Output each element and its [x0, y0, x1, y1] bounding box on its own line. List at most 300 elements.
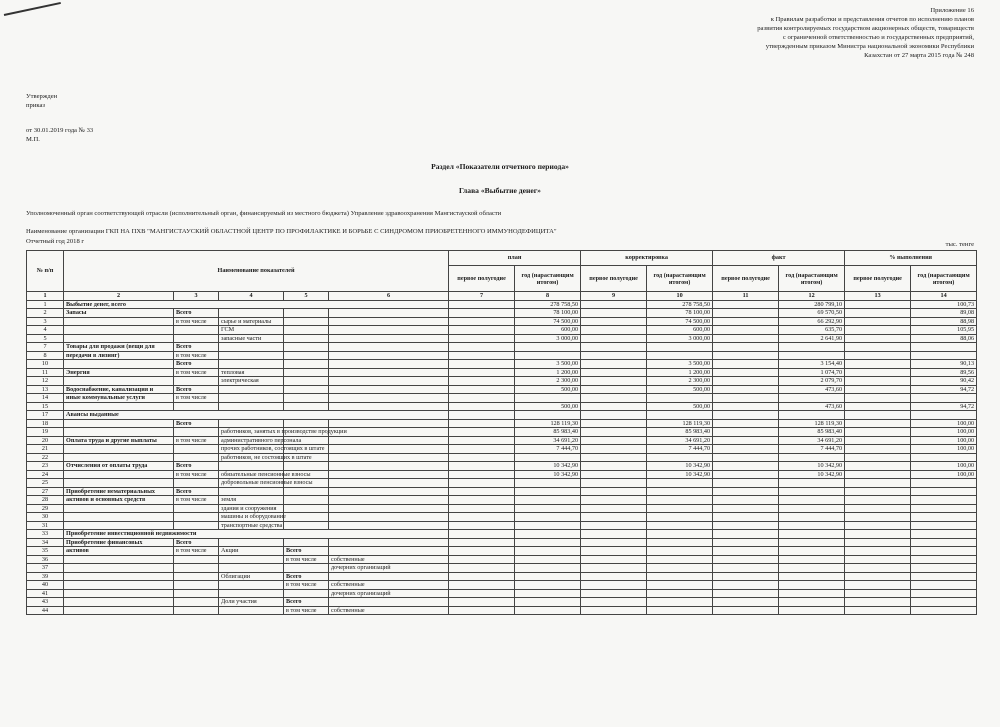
plan-half-cell	[449, 309, 515, 318]
row-number-cell: 44	[27, 606, 64, 615]
plan-half-cell	[449, 581, 515, 590]
correction-half-cell	[581, 334, 647, 343]
correction-half-cell	[581, 343, 647, 352]
indicator-detail-cell: тепловая	[219, 368, 284, 377]
approval-block	[26, 92, 93, 144]
indicator-subdetail-cell: в том числе	[284, 606, 329, 615]
percent-year-cell	[911, 504, 977, 513]
percent-half-cell	[845, 606, 911, 615]
correction-year-cell: 278 758,50	[647, 300, 713, 309]
plan-half-cell	[449, 513, 515, 522]
indicator-subdetail-cell: в том числе	[284, 581, 329, 590]
table-row	[27, 598, 977, 607]
plan-half-cell	[449, 564, 515, 573]
fact-half-cell	[713, 598, 779, 607]
percent-year-cell: 100,00	[911, 419, 977, 428]
percent-half-cell	[845, 351, 911, 360]
indicator-name-cell	[64, 479, 174, 488]
row-number-cell: 19	[27, 428, 64, 437]
column-number: 3	[174, 292, 219, 301]
percent-year-cell	[911, 538, 977, 547]
plan-half-cell	[449, 411, 515, 420]
indicator-leaf-cell	[329, 598, 449, 607]
indicator-name-cell: Отчисления от оплаты труда	[64, 462, 174, 471]
indicator-leaf-cell: дочерних организаций	[329, 564, 449, 573]
plan-year-cell	[515, 555, 581, 564]
table-row	[27, 368, 977, 377]
indicator-name-cell: иные коммунальные услуги	[64, 394, 174, 403]
fact-half-cell	[713, 589, 779, 598]
appendix-line: к Правилам разработки и представления отчетов по исполнению планов	[770, 16, 974, 23]
column-number: 7	[449, 292, 515, 301]
row-number-cell: 36	[27, 555, 64, 564]
row-number-cell: 11	[27, 368, 64, 377]
plan-year-cell: 10 342,90	[515, 462, 581, 471]
fact-half-cell	[713, 436, 779, 445]
indicator-name-cell	[64, 572, 174, 581]
indicator-subdetail-cell	[284, 309, 329, 318]
correction-half-cell	[581, 419, 647, 428]
percent-year-cell	[911, 513, 977, 522]
fact-half-cell	[713, 462, 779, 471]
plan-half-cell	[449, 317, 515, 326]
indicator-leaf-cell	[329, 334, 449, 343]
plan-half-cell	[449, 530, 515, 539]
appendix-line: развития контролируемых государством акционерных обществ, товариществ	[757, 25, 974, 32]
fact-half-cell	[713, 606, 779, 615]
percent-year-cell	[911, 479, 977, 488]
fact-half-cell	[713, 317, 779, 326]
plan-year-cell: 600,00	[515, 326, 581, 335]
correction-year-cell: 500,00	[647, 402, 713, 411]
fact-half-cell	[713, 300, 779, 309]
column-number: 10	[647, 292, 713, 301]
fact-year-cell: 128 119,30	[779, 419, 845, 428]
plan-year-cell	[515, 394, 581, 403]
correction-half-cell	[581, 411, 647, 420]
plan-year-cell	[515, 572, 581, 581]
percent-year-cell: 89,08	[911, 309, 977, 318]
table-row	[27, 419, 977, 428]
table-row	[27, 317, 977, 326]
correction-year-cell	[647, 530, 713, 539]
indicator-sub-cell: в том числе	[174, 317, 219, 326]
row-number-cell: 8	[27, 351, 64, 360]
row-number-cell: 2	[27, 309, 64, 318]
plan-half-cell	[449, 589, 515, 598]
indicator-leaf-cell	[329, 394, 449, 403]
table-row	[27, 479, 977, 488]
indicator-leaf-cell: собственные	[329, 606, 449, 615]
fact-year-cell	[779, 504, 845, 513]
plan-half-cell	[449, 402, 515, 411]
indicator-subdetail-cell	[284, 462, 329, 471]
fact-year-cell	[779, 487, 845, 496]
column-number: 1	[27, 292, 64, 301]
correction-year-cell	[647, 411, 713, 420]
fact-half-cell	[713, 513, 779, 522]
row-number-cell: 40	[27, 581, 64, 590]
indicator-subdetail-cell	[284, 419, 329, 428]
row-number-cell: 34	[27, 538, 64, 547]
correction-half-cell	[581, 317, 647, 326]
column-number: 14	[911, 292, 977, 301]
indicator-detail-cell: ГСМ	[219, 326, 284, 335]
row-number-cell: 14	[27, 394, 64, 403]
indicator-detail-cell	[219, 385, 284, 394]
percent-year-cell	[911, 547, 977, 556]
indicator-sub-cell	[174, 521, 219, 530]
indicator-name-cell	[64, 504, 174, 513]
plan-year-cell: 500,00	[515, 385, 581, 394]
fact-year-cell: 2 079,70	[779, 377, 845, 386]
fact-half-cell	[713, 419, 779, 428]
table-row	[27, 326, 977, 335]
correction-half-cell	[581, 300, 647, 309]
percent-year-cell	[911, 598, 977, 607]
percent-half-cell	[845, 300, 911, 309]
appendix-line: Казахстан от 27 марта 2015 года № 248	[864, 52, 974, 59]
approval-date: от 30.01.2019 года № 33	[26, 127, 94, 134]
indicator-name-cell: Запасы	[64, 309, 174, 318]
indicator-detail-cell: машины и оборудование	[219, 513, 284, 522]
indicator-name-cell: Товары для продажи (вещи для	[64, 343, 174, 352]
indicator-sub-cell	[174, 445, 219, 454]
percent-half-cell	[845, 530, 911, 539]
percent-half-cell	[845, 343, 911, 352]
row-number-cell: 37	[27, 564, 64, 573]
percent-year-cell	[911, 487, 977, 496]
percent-year-cell	[911, 521, 977, 530]
row-number-cell: 43	[27, 598, 64, 607]
table-row	[27, 555, 977, 564]
correction-half-cell	[581, 360, 647, 369]
reporting-year: Отчетный год 2018 г	[26, 238, 85, 245]
header-no: № п/п	[27, 251, 64, 292]
indicator-name-cell: Выбытие денег, всего	[64, 300, 449, 309]
plan-half-cell	[449, 487, 515, 496]
correction-half-cell	[581, 394, 647, 403]
indicator-sub-cell	[174, 555, 219, 564]
plan-year-cell	[515, 606, 581, 615]
indicator-subdetail-cell	[284, 538, 329, 547]
plan-half-cell	[449, 462, 515, 471]
row-number-cell: 30	[27, 513, 64, 522]
percent-half-cell	[845, 377, 911, 386]
fact-year-cell	[779, 547, 845, 556]
fact-half-cell	[713, 309, 779, 318]
indicator-subdetail-cell	[284, 564, 329, 573]
correction-half-cell	[581, 445, 647, 454]
correction-year-cell: 600,00	[647, 326, 713, 335]
indicator-name-cell	[64, 445, 174, 454]
indicator-leaf-cell	[329, 445, 449, 454]
unit-label: тыс. тенге	[945, 241, 974, 248]
indicator-name-cell	[64, 326, 174, 335]
indicator-detail-cell: работников, занятых в производстве продукции	[219, 428, 284, 437]
fact-year-cell: 473,60	[779, 385, 845, 394]
row-number-cell: 23	[27, 462, 64, 471]
percent-year-cell: 89,56	[911, 368, 977, 377]
correction-half-cell	[581, 598, 647, 607]
plan-year-cell	[515, 564, 581, 573]
indicator-name-cell	[64, 581, 174, 590]
indicator-detail-cell	[219, 487, 284, 496]
correction-half-cell	[581, 530, 647, 539]
correction-year-cell	[647, 487, 713, 496]
indicator-subdetail-cell: Всего	[284, 547, 329, 556]
table-row	[27, 564, 977, 573]
correction-year-cell	[647, 496, 713, 505]
percent-half-cell	[845, 309, 911, 318]
correction-year-cell	[647, 572, 713, 581]
table-row	[27, 487, 977, 496]
correction-half-cell	[581, 564, 647, 573]
indicator-sub-cell: в том числе	[174, 351, 219, 360]
plan-half-cell	[449, 394, 515, 403]
table-row	[27, 445, 977, 454]
row-number-cell: 22	[27, 453, 64, 462]
fact-half-cell	[713, 394, 779, 403]
appendix-line: Приложение 16	[930, 7, 974, 14]
header-correction-half: первое полугодие	[581, 266, 647, 292]
fact-year-cell: 3 154,40	[779, 360, 845, 369]
plan-year-cell	[515, 504, 581, 513]
plan-half-cell	[449, 300, 515, 309]
fact-half-cell	[713, 564, 779, 573]
fact-year-cell: 34 691,20	[779, 436, 845, 445]
fact-half-cell	[713, 470, 779, 479]
indicator-detail-cell	[219, 606, 284, 615]
indicator-name-cell: Оплата труда и другие выплаты	[64, 436, 174, 445]
plan-year-cell	[515, 589, 581, 598]
row-number-cell: 25	[27, 479, 64, 488]
fact-year-cell	[779, 351, 845, 360]
chapter-title: Глава «Выбытие денег»	[459, 186, 541, 195]
indicator-detail-cell: земля	[219, 496, 284, 505]
fact-year-cell: 66 292,90	[779, 317, 845, 326]
indicator-leaf-cell: дочерних организаций	[329, 589, 449, 598]
indicator-subdetail-cell: в том числе	[284, 555, 329, 564]
row-number-cell: 24	[27, 470, 64, 479]
indicator-name-cell	[64, 513, 174, 522]
indicator-sub-cell: в том числе	[174, 470, 219, 479]
indicator-sub-cell: Всего	[174, 462, 219, 471]
indicator-sub-cell: Всего	[174, 419, 219, 428]
indicator-subdetail-cell	[284, 368, 329, 377]
percent-half-cell	[845, 326, 911, 335]
fact-half-cell	[713, 555, 779, 564]
plan-half-cell	[449, 377, 515, 386]
percent-half-cell	[845, 453, 911, 462]
indicator-detail-cell	[219, 394, 284, 403]
plan-year-cell: 74 500,00	[515, 317, 581, 326]
indicator-detail-cell: запасные части	[219, 334, 284, 343]
indicator-subdetail-cell	[284, 385, 329, 394]
indicator-name-cell	[64, 589, 174, 598]
plan-year-cell	[515, 351, 581, 360]
indicator-detail-cell: Акции	[219, 547, 284, 556]
correction-half-cell	[581, 487, 647, 496]
indicator-subdetail-cell	[284, 326, 329, 335]
indicator-detail-cell: сырье и материалы	[219, 317, 284, 326]
indicator-name-cell: активов и основных средств	[64, 496, 174, 505]
fact-half-cell	[713, 496, 779, 505]
percent-year-cell	[911, 555, 977, 564]
percent-half-cell	[845, 368, 911, 377]
table-row	[27, 547, 977, 556]
plan-year-cell: 128 119,30	[515, 419, 581, 428]
table-row	[27, 538, 977, 547]
fact-half-cell	[713, 385, 779, 394]
table-row	[27, 513, 977, 522]
header-percent: % выполнения	[845, 251, 977, 266]
percent-half-cell	[845, 428, 911, 437]
row-number-cell: 4	[27, 326, 64, 335]
correction-year-cell	[647, 351, 713, 360]
table-row	[27, 300, 977, 309]
percent-half-cell	[845, 317, 911, 326]
correction-year-cell: 74 500,00	[647, 317, 713, 326]
plan-year-cell	[515, 547, 581, 556]
percent-year-cell: 94,72	[911, 402, 977, 411]
fact-year-cell: 473,60	[779, 402, 845, 411]
table-row	[27, 385, 977, 394]
column-number: 9	[581, 292, 647, 301]
row-number-cell: 15	[27, 402, 64, 411]
percent-half-cell	[845, 411, 911, 420]
indicator-detail-cell: обязательные пенсионные взносы	[219, 470, 284, 479]
table-row	[27, 360, 977, 369]
indicator-name-cell	[64, 453, 174, 462]
indicator-name-cell: активов	[64, 547, 174, 556]
fact-half-cell	[713, 334, 779, 343]
indicator-leaf-cell	[329, 351, 449, 360]
correction-year-cell	[647, 606, 713, 615]
indicator-sub-cell	[174, 453, 219, 462]
percent-year-cell	[911, 411, 977, 420]
column-number: 2	[64, 292, 174, 301]
indicator-sub-cell: в том числе	[174, 436, 219, 445]
plan-year-cell	[515, 538, 581, 547]
fact-year-cell: 10 342,90	[779, 462, 845, 471]
table-row	[27, 530, 977, 539]
plan-half-cell	[449, 547, 515, 556]
plan-half-cell	[449, 606, 515, 615]
indicator-leaf-cell	[329, 317, 449, 326]
indicator-leaf-cell	[329, 487, 449, 496]
plan-year-cell: 10 342,90	[515, 470, 581, 479]
fact-half-cell	[713, 377, 779, 386]
fact-year-cell	[779, 496, 845, 505]
indicator-leaf-cell	[329, 326, 449, 335]
indicator-leaf-cell	[329, 377, 449, 386]
table-row	[27, 351, 977, 360]
column-number: 12	[779, 292, 845, 301]
row-number-cell: 35	[27, 547, 64, 556]
row-number-cell: 17	[27, 411, 64, 420]
plan-year-cell: 78 100,00	[515, 309, 581, 318]
indicator-name-cell	[64, 606, 174, 615]
plan-half-cell	[449, 504, 515, 513]
plan-year-cell	[515, 581, 581, 590]
indicator-sub-cell: Всего	[174, 487, 219, 496]
fact-half-cell	[713, 453, 779, 462]
percent-year-cell: 100,00	[911, 436, 977, 445]
correction-year-cell	[647, 547, 713, 556]
column-number: 4	[219, 292, 284, 301]
correction-year-cell: 7 444,70	[647, 445, 713, 454]
indicator-detail-cell	[219, 419, 284, 428]
indicator-sub-cell	[174, 326, 219, 335]
percent-half-cell	[845, 419, 911, 428]
correction-half-cell	[581, 513, 647, 522]
indicator-name-cell: передачи в лизинг)	[64, 351, 174, 360]
plan-year-cell	[515, 530, 581, 539]
correction-year-cell: 3 500,00	[647, 360, 713, 369]
row-number-cell: 41	[27, 589, 64, 598]
plan-half-cell	[449, 538, 515, 547]
plan-half-cell	[449, 351, 515, 360]
correction-year-cell	[647, 555, 713, 564]
correction-year-cell	[647, 598, 713, 607]
plan-half-cell	[449, 436, 515, 445]
percent-half-cell	[845, 334, 911, 343]
fact-half-cell	[713, 572, 779, 581]
header-percent-year: год (нарастающим итогом)	[911, 266, 977, 292]
percent-half-cell	[845, 513, 911, 522]
correction-year-cell	[647, 538, 713, 547]
fact-half-cell	[713, 538, 779, 547]
table-row	[27, 377, 977, 386]
indicator-subdetail-cell	[284, 496, 329, 505]
percent-half-cell	[845, 555, 911, 564]
organization-line: Наименование организации ГКП НА ПХВ "МАНГИСТАУСКИЙ ОБЛАСТНОЙ ЦЕНТР ПО ПРОФИЛАКТИКЕ И БОРЬБЕ С СИНДРОМОМ ПРИОБРЕТЕННОГО ИММУНОДЕФИЦИТА"	[26, 228, 557, 235]
correction-year-cell: 500,00	[647, 385, 713, 394]
indicator-sub-cell	[174, 606, 219, 615]
correction-year-cell: 34 691,20	[647, 436, 713, 445]
percent-year-cell: 100,00	[911, 428, 977, 437]
row-number-cell: 39	[27, 572, 64, 581]
row-number-cell: 31	[27, 521, 64, 530]
row-number-cell: 28	[27, 496, 64, 505]
table-row	[27, 394, 977, 403]
correction-year-cell: 2 300,00	[647, 377, 713, 386]
header-plan-half: первое полугодие	[449, 266, 515, 292]
plan-year-cell	[515, 487, 581, 496]
indicator-detail-cell	[219, 589, 284, 598]
fact-year-cell	[779, 555, 845, 564]
percent-year-cell	[911, 530, 977, 539]
indicator-subdetail-cell	[284, 589, 329, 598]
correction-half-cell	[581, 521, 647, 530]
correction-half-cell	[581, 453, 647, 462]
fact-year-cell: 10 342,90	[779, 470, 845, 479]
percent-half-cell	[845, 547, 911, 556]
correction-half-cell	[581, 606, 647, 615]
appendix-line: утвержденным приказом Министра национальной экономики Республики	[765, 43, 974, 50]
plan-year-cell: 278 758,50	[515, 300, 581, 309]
plan-half-cell	[449, 572, 515, 581]
table-row	[27, 343, 977, 352]
table-row	[27, 606, 977, 615]
percent-half-cell	[845, 436, 911, 445]
plan-half-cell	[449, 479, 515, 488]
indicator-subdetail-cell: Всего	[284, 598, 329, 607]
percent-half-cell	[845, 470, 911, 479]
percent-half-cell	[845, 572, 911, 581]
correction-year-cell	[647, 453, 713, 462]
